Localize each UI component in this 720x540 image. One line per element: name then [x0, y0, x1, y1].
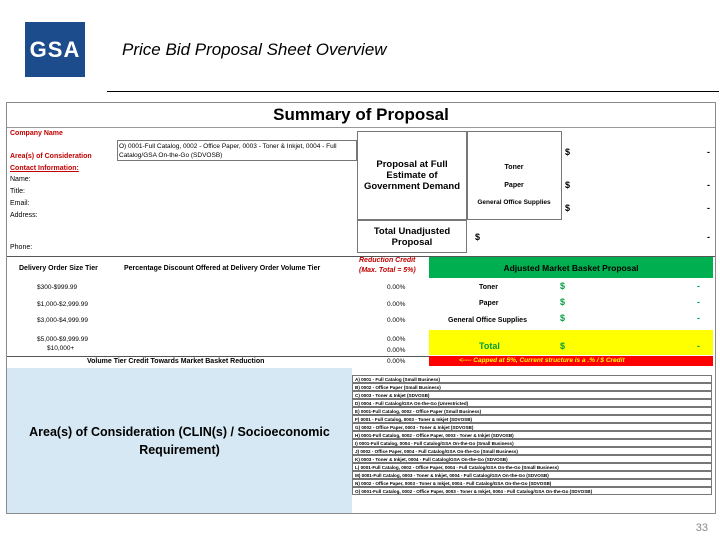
address-label: Address: — [10, 212, 38, 219]
adjusted-toner: Toner — [479, 284, 498, 291]
tier-row: $300-$999.99 — [37, 284, 78, 291]
page-number: 33 — [695, 522, 708, 534]
adjusted-toner-dash: - — [697, 281, 700, 291]
tier-row: $1,000-$2,999.99 — [37, 301, 88, 308]
clin-option[interactable]: C) 0003 - Toner & Inkjet (SDVOSB) — [352, 391, 712, 399]
clin-option[interactable]: J) 0002 - Office Paper, 0004 - Full Catalog/GSA On-the-Go (Small Business) — [352, 447, 712, 455]
adjusted-general: General Office Supplies — [448, 317, 527, 324]
tier-pct[interactable]: 0.00% — [387, 347, 406, 354]
total-label: Total — [479, 341, 500, 351]
clin-option[interactable]: N) 0002 - Office Paper, 0003 - Toner & Inkjet, 0004 - Full Catalog/GSA On-the-Go (SDVOSB) — [352, 479, 712, 487]
total-dash: - — [697, 341, 700, 351]
tier-row: $3,000-$4,999.99 — [37, 317, 88, 324]
tier-pct[interactable]: 0.00% — [387, 336, 406, 343]
tier-header: Delivery Order Size Tier — [19, 265, 98, 272]
phone-label: Phone: — [10, 244, 33, 251]
general-dash: - — [707, 203, 710, 213]
tier-pct[interactable]: 0.00% — [387, 317, 406, 324]
paper-dash: - — [707, 180, 710, 190]
adjusted-toner-dollar: $ — [560, 281, 566, 291]
company-name-label: Company Name — [10, 130, 63, 137]
clin-option[interactable]: K) 0003 - Toner & Inkjet, 0004 - Full Catalog/GSA On-the-Go (SDVOSB) — [352, 455, 712, 463]
total-row — [429, 330, 713, 355]
tier-pct[interactable]: 0.00% — [387, 301, 406, 308]
title-label: Title: — [10, 188, 25, 195]
total-dollar: $ — [560, 341, 566, 351]
product-paper: Paper — [504, 182, 524, 189]
toner-dollar: $ — [565, 147, 571, 157]
adjusted-paper-dash: - — [697, 297, 700, 307]
general-dollar: $ — [565, 203, 571, 213]
areas-selection[interactable]: O) 0001-Full Catalog, 0002 - Office Paper, 0003 - Toner & Inkjet, 0004 - Full Catalog/GSA On-the-Go (SDVOSB) — [117, 140, 357, 161]
adjusted-general-dash: - — [697, 313, 700, 323]
proposal-full-estimate: Proposal at Full Estimate of Government Demand — [357, 131, 467, 220]
adjusted-paper: Paper — [479, 300, 499, 307]
adjusted-header: Adjusted Market Basket Proposal — [429, 257, 713, 278]
spreadsheet — [6, 102, 716, 514]
adjusted-general-dollar: $ — [560, 313, 566, 323]
areas-label: Area(s) of Consideration — [10, 153, 92, 160]
total-unadjusted-label: Total Unadjusted Proposal — [357, 220, 467, 253]
pct-header: Percentage Discount Offered at Delivery Order Volume Tier — [124, 265, 321, 272]
page-title: Price Bid Proposal Sheet Overview — [122, 40, 387, 59]
name-label: Name: — [10, 176, 31, 183]
clin-option[interactable]: E) 0001-Full Catalog, 0002 - Office Paper (Small Business) — [352, 407, 712, 415]
clin-option[interactable]: G) 0002 - Office Paper, 0003 - Toner & Inkjet (SDVOSB) — [352, 423, 712, 431]
clin-option[interactable]: D) 0004 - Full Catalog/GSA On-the-Go (Unrestricted) — [352, 399, 712, 407]
clin-option[interactable]: M) 0001-Full Catalog, 0003 - Toner & Inkjet, 0004 - Full Catalog/GSA On-the-Go (SDVOSB) — [352, 471, 712, 479]
email-label: Email: — [10, 200, 30, 207]
reduction-credit: Reduction Credit — [359, 257, 416, 264]
sheet-heading: Summary of Proposal — [7, 103, 715, 128]
gsa-logo: GSA — [25, 22, 85, 77]
capped-note: <---- Capped at 5%, Current structure is a .% / $ Credit — [429, 356, 713, 366]
divider — [7, 356, 429, 357]
volume-credit-value: 0.00% — [387, 358, 406, 365]
clin-option[interactable]: F) 0001 - Full Catalog, 0003 - Toner & Inkjet (SDVOSB) — [352, 415, 712, 423]
clin-option[interactable]: B) 0002 - Office Paper (Small Business) — [352, 383, 712, 391]
tier-pct[interactable]: 0.00% — [387, 284, 406, 291]
paper-dollar: $ — [565, 180, 571, 190]
clin-option[interactable]: H) 0001-Full Catalog, 0002 - Office Paper, 0003 - Toner & Inkjet (SDVOSB) — [352, 431, 712, 439]
tier-row: $10,000+ — [47, 345, 75, 352]
clin-option[interactable]: O) 0001-Full Catalog, 0002 - Office Paper, 0003 - Toner & Inkjet, 0004 - Full Catalog/GSA On-the-Go (SDVOSB) — [352, 487, 712, 495]
clin-header: Area(s) of Consideration (CLIN(s) / Socioeconomic Requirement) — [29, 425, 330, 457]
toner-dash: - — [707, 147, 710, 157]
max-total: (Max. Total = 5%) — [359, 267, 416, 274]
product-general: General Office Supplies — [477, 199, 551, 206]
clin-option[interactable]: I) 0001-Full Catalog, 0004 - Full Catalog/GSA On-the-Go (Small Business) — [352, 439, 712, 447]
tier-row: $5,000-$9,999.99 — [37, 336, 88, 343]
volume-credit-label: Volume Tier Credit Towards Market Basket Reduction — [87, 358, 265, 365]
clin-option[interactable]: L) 0001-Full Catalog, 0002 - Office Paper, 0004 - Full Catalog/GSA On-the-Go (Small Business) — [352, 463, 712, 471]
unadjusted-dash: - — [707, 232, 710, 242]
product-list — [467, 131, 562, 220]
title-divider — [107, 91, 719, 92]
clin-option[interactable]: A) 0001 - Full Catalog (Small Business) — [352, 375, 712, 383]
unadjusted-dollar: $ — [475, 232, 481, 242]
product-toner: Toner — [504, 164, 524, 171]
contact-label: Contact Information: — [10, 165, 79, 172]
adjusted-paper-dollar: $ — [560, 297, 566, 307]
